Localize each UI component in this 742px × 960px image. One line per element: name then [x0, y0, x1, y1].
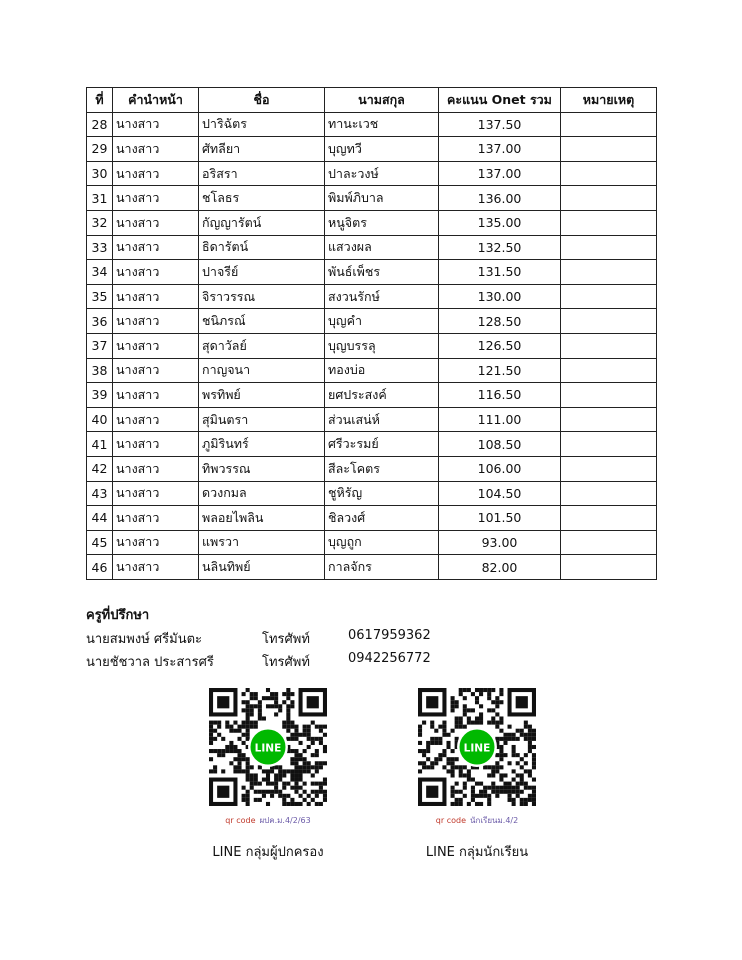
onet-score-cell: 130.00 [439, 284, 561, 309]
advisor-heading: ครูที่ปรึกษา [86, 608, 150, 623]
first-name-cell: นลินทิพย์ [199, 555, 325, 580]
onet-score-cell: 93.00 [439, 530, 561, 555]
row-number-cell: 35 [87, 284, 113, 309]
col-header-no: ที่ [87, 88, 113, 113]
first-name-cell: ชโลธร [199, 186, 325, 211]
note-cell [561, 358, 657, 383]
note-cell [561, 506, 657, 531]
qr-code-students[interactable] [418, 688, 536, 806]
row-number-cell: 28 [87, 112, 113, 137]
last-name-cell: ทองบ่อ [325, 358, 439, 383]
first-name-cell: แพรวา [199, 530, 325, 555]
table-row [87, 358, 657, 383]
table-row [87, 506, 657, 531]
name-prefix-cell: นางสาว [113, 506, 199, 531]
note-cell [561, 137, 657, 162]
last-name-cell: แสวงผล [325, 235, 439, 260]
first-name-cell: พรทิพย์ [199, 383, 325, 408]
table-row [87, 284, 657, 309]
name-prefix-cell: นางสาว [113, 530, 199, 555]
qr-block-parents [188, 688, 348, 862]
note-cell [561, 432, 657, 457]
last-name-cell: ส่วนเสน่ห์ [325, 407, 439, 432]
qr-label-students: LINE กลุ่มนักเรียน [425, 845, 529, 860]
table-row [87, 235, 657, 260]
first-name-cell: ปาริฉัตร [199, 112, 325, 137]
name-prefix-cell: นางสาว [113, 481, 199, 506]
onet-score-cell: 131.50 [439, 260, 561, 285]
first-name-cell: ทิพวรรณ [199, 456, 325, 481]
first-name-cell: พลอยไพลิน [199, 506, 325, 531]
onet-score-cell: 82.00 [439, 555, 561, 580]
name-prefix-cell: นางสาว [113, 432, 199, 457]
table-row [87, 383, 657, 408]
row-number-cell: 36 [87, 309, 113, 334]
table-row [87, 309, 657, 334]
note-cell [561, 284, 657, 309]
table-row [87, 407, 657, 432]
onet-score-cell: 136.00 [439, 186, 561, 211]
onet-score-cell: 137.50 [439, 112, 561, 137]
name-prefix-cell: นางสาว [113, 284, 199, 309]
onet-score-cell: 135.00 [439, 210, 561, 235]
last-name-cell: พิมพ์ภิบาล [325, 186, 439, 211]
first-name-cell: ธิดารัตน์ [199, 235, 325, 260]
last-name-cell: ศรีวะรมย์ [325, 432, 439, 457]
table-row [87, 530, 657, 555]
advisor-phone: 0617959362 [348, 628, 431, 643]
line-badge-text: LINE [254, 742, 282, 755]
last-name-cell: หนูจิตร [325, 210, 439, 235]
advisor-phone-label: โทรศัพท์ [262, 632, 310, 647]
first-name-cell: ดวงกมล [199, 481, 325, 506]
row-number-cell: 34 [87, 260, 113, 285]
onet-score-cell: 108.50 [439, 432, 561, 457]
last-name-cell: ปาละวงษ์ [325, 161, 439, 186]
name-prefix-cell: นางสาว [113, 186, 199, 211]
qr-caption-tag: qr code [435, 816, 466, 825]
onet-score-cell: 132.50 [439, 235, 561, 260]
row-number-cell: 38 [87, 358, 113, 383]
line-badge-text: LINE [463, 742, 491, 755]
name-prefix-cell: นางสาว [113, 333, 199, 358]
note-cell [561, 555, 657, 580]
row-number-cell: 31 [87, 186, 113, 211]
note-cell [561, 161, 657, 186]
note-cell [561, 210, 657, 235]
last-name-cell: พันธ์เพ็ชร [325, 260, 439, 285]
note-cell [561, 112, 657, 137]
name-prefix-cell: นางสาว [113, 358, 199, 383]
qr-block-students [397, 688, 557, 862]
note-cell [561, 235, 657, 260]
table-row [87, 161, 657, 186]
first-name-cell: อริสรา [199, 161, 325, 186]
last-name-cell: ยศประสงค์ [325, 383, 439, 408]
name-prefix-cell: นางสาว [113, 383, 199, 408]
note-cell [561, 456, 657, 481]
qr-caption-sub: นักเรียนม.4/2 [470, 816, 519, 825]
onet-score-cell: 128.50 [439, 309, 561, 334]
last-name-cell: บุญบรรลุ [325, 333, 439, 358]
col-header-last-name: นามสกุล [325, 88, 439, 113]
row-number-cell: 40 [87, 407, 113, 432]
qr-code-parents[interactable] [209, 688, 327, 806]
first-name-cell: ชนิภรณ์ [199, 309, 325, 334]
onet-score-cell: 106.00 [439, 456, 561, 481]
table-row [87, 456, 657, 481]
table-row [87, 432, 657, 457]
note-cell [561, 260, 657, 285]
qr-label-parents: LINE กลุ่มผู้ปกครอง [212, 845, 324, 860]
advisor-name: นายชัชวาล ประสารศรี [86, 655, 214, 670]
table-header-row [87, 88, 657, 113]
name-prefix-cell: นางสาว [113, 260, 199, 285]
row-number-cell: 45 [87, 530, 113, 555]
onet-score-cell: 104.50 [439, 481, 561, 506]
name-prefix-cell: นางสาว [113, 112, 199, 137]
name-prefix-cell: นางสาว [113, 161, 199, 186]
col-header-note: หมายเหตุ [561, 88, 657, 113]
advisor-phone-label: โทรศัพท์ [262, 655, 310, 670]
table-row [87, 137, 657, 162]
first-name-cell: กัญญารัตน์ [199, 210, 325, 235]
advisor-name: นายสมพงษ์ ศรีมันตะ [86, 632, 203, 647]
col-header-first-name: ชื่อ [199, 88, 325, 113]
note-cell [561, 407, 657, 432]
line-logo-icon [249, 728, 286, 765]
qr-caption [397, 814, 557, 827]
table-row [87, 481, 657, 506]
qr-caption-sub: ผปค.ม.4/2/63 [259, 816, 311, 825]
first-name-cell: สุดาวัลย์ [199, 333, 325, 358]
score-table [86, 87, 657, 580]
qr-caption-tag: qr code [225, 816, 256, 825]
row-number-cell: 42 [87, 456, 113, 481]
note-cell [561, 530, 657, 555]
row-number-cell: 32 [87, 210, 113, 235]
name-prefix-cell: นางสาว [113, 456, 199, 481]
last-name-cell: ชิลวงศ์ [325, 506, 439, 531]
name-prefix-cell: นางสาว [113, 407, 199, 432]
first-name-cell: กาญจนา [199, 358, 325, 383]
onet-score-cell: 137.00 [439, 137, 561, 162]
onet-score-cell: 121.50 [439, 358, 561, 383]
note-cell [561, 186, 657, 211]
last-name-cell: ชูหิรัญ [325, 481, 439, 506]
row-number-cell: 43 [87, 481, 113, 506]
onet-score-cell: 116.50 [439, 383, 561, 408]
note-cell [561, 481, 657, 506]
last-name-cell: สงวนรักษ์ [325, 284, 439, 309]
name-prefix-cell: นางสาว [113, 235, 199, 260]
onet-score-cell: 137.00 [439, 161, 561, 186]
row-number-cell: 46 [87, 555, 113, 580]
row-number-cell: 37 [87, 333, 113, 358]
name-prefix-cell: นางสาว [113, 137, 199, 162]
name-prefix-cell: นางสาว [113, 309, 199, 334]
table-row [87, 112, 657, 137]
first-name-cell: สุมินตรา [199, 407, 325, 432]
onet-score-cell: 101.50 [439, 506, 561, 531]
first-name-cell: ศัทลียา [199, 137, 325, 162]
note-cell [561, 333, 657, 358]
first-name-cell: จิราวรรณ [199, 284, 325, 309]
table-row [87, 260, 657, 285]
row-number-cell: 41 [87, 432, 113, 457]
last-name-cell: บุญทวี [325, 137, 439, 162]
row-number-cell: 44 [87, 506, 113, 531]
advisor-phone: 0942256772 [348, 651, 431, 666]
last-name-cell: กาลจักร [325, 555, 439, 580]
note-cell [561, 309, 657, 334]
last-name-cell: บุญถูก [325, 530, 439, 555]
onet-score-cell: 111.00 [439, 407, 561, 432]
first-name-cell: ปาจรีย์ [199, 260, 325, 285]
qr-caption [188, 814, 348, 827]
last-name-cell: ทานะเวช [325, 112, 439, 137]
onet-score-cell: 126.50 [439, 333, 561, 358]
row-number-cell: 39 [87, 383, 113, 408]
name-prefix-cell: นางสาว [113, 210, 199, 235]
row-number-cell: 29 [87, 137, 113, 162]
col-header-score: คะแนน Onet รวม [439, 88, 561, 113]
last-name-cell: สีละโคตร [325, 456, 439, 481]
line-logo-icon [458, 728, 495, 765]
last-name-cell: บุญคำ [325, 309, 439, 334]
table-row [87, 210, 657, 235]
note-cell [561, 383, 657, 408]
table-row [87, 555, 657, 580]
table-row [87, 186, 657, 211]
name-prefix-cell: นางสาว [113, 555, 199, 580]
table-row [87, 333, 657, 358]
first-name-cell: ภูมิรินทร์ [199, 432, 325, 457]
row-number-cell: 33 [87, 235, 113, 260]
row-number-cell: 30 [87, 161, 113, 186]
col-header-prefix: คำนำหน้า [113, 88, 199, 113]
